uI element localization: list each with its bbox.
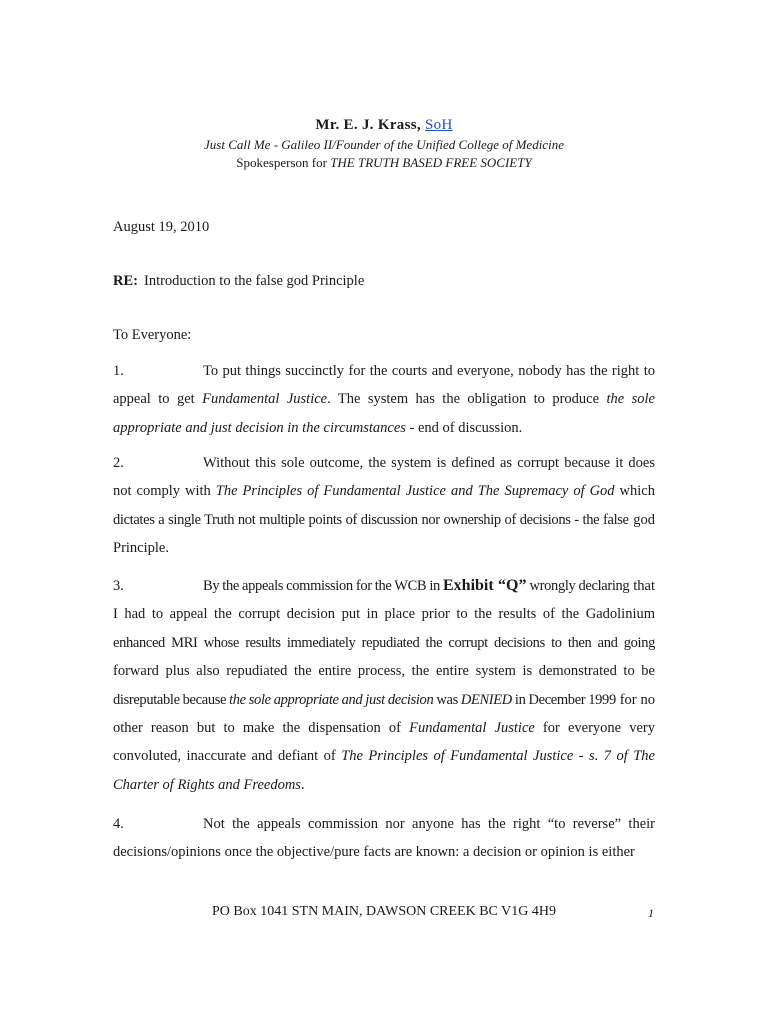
subject-label: RE: <box>113 273 138 289</box>
letterhead <box>0 116 768 171</box>
salutation: To Everyone: <box>113 327 192 343</box>
paragraph-4: 4. Not the appeals commission nor anyone has the right “to reverse” their decisions/opinions once the objective/pure facts are known: a decision or opinion is either <box>113 810 655 867</box>
soh-link[interactable]: SoH <box>425 117 453 133</box>
footer-address: PO Box 1041 STN MAIN, DAWSON CREEK BC V1G 4H9 <box>212 904 556 919</box>
paragraph-3: 3. By the appeals commission for the WCB in Exhibit “Q” wrongly declaring that I had to appeal the corrupt decision put in place prior to the results of the Gadolinium enhanced MRI whose results immediately repudiated the corrupt decisions to then and going forward plus also repudiated the entire process, the entire system is demonstrated to be disreputable because the sole appropriate and just decision was DENIED in December 1999 for no other reason but to make the dispensation of Fundamental Justice for everyone very convoluted, inaccurate and defiant of The Principles of Fundamental Justice - s. 7 of The Charter of Rights and Freedoms. <box>113 572 655 799</box>
paragraph-number: 1. <box>113 363 124 379</box>
letter-date: August 19, 2010 <box>113 219 210 235</box>
paragraph-number: 2. <box>113 455 124 471</box>
subject-text: Introduction to the false god Principle <box>143 273 365 289</box>
paragraph-number: 4. <box>113 816 124 832</box>
page-number: 1 <box>648 906 654 920</box>
subject-line <box>113 273 364 290</box>
paragraph-2: 2. Without this sole outcome, the system is defined as corrupt because it does not comply with The Principles of Fundamental Justice and The Supremacy of God which dictates a single Truth not multiple points of discussion nor ownership of decisions - the false god Principle. <box>113 449 655 563</box>
exhibit-reference: Exhibit “Q” <box>443 577 527 594</box>
sender-name-line: Mr. E. J. Krass, SoH <box>315 117 453 133</box>
paragraph-1: 1. To put things succinctly for the courts and everyone, nobody has the right to appeal to get Fundamental Justice. The system has the obligation to produce the sole appropriate and just decision in the circumstances - end of discussion. <box>113 357 655 442</box>
spokesperson-line: Spokesperson for THE TRUTH BASED FREE SOCIETY <box>236 155 532 170</box>
sender-tagline: Just Call Me - Galileo II/Founder of the Unified College of Medicine <box>204 137 564 152</box>
paragraph-number: 3. <box>113 578 124 594</box>
organization-name: THE TRUTH BASED FREE SOCIETY <box>330 155 532 170</box>
sender-name: Mr. E. J. Krass <box>315 117 417 133</box>
